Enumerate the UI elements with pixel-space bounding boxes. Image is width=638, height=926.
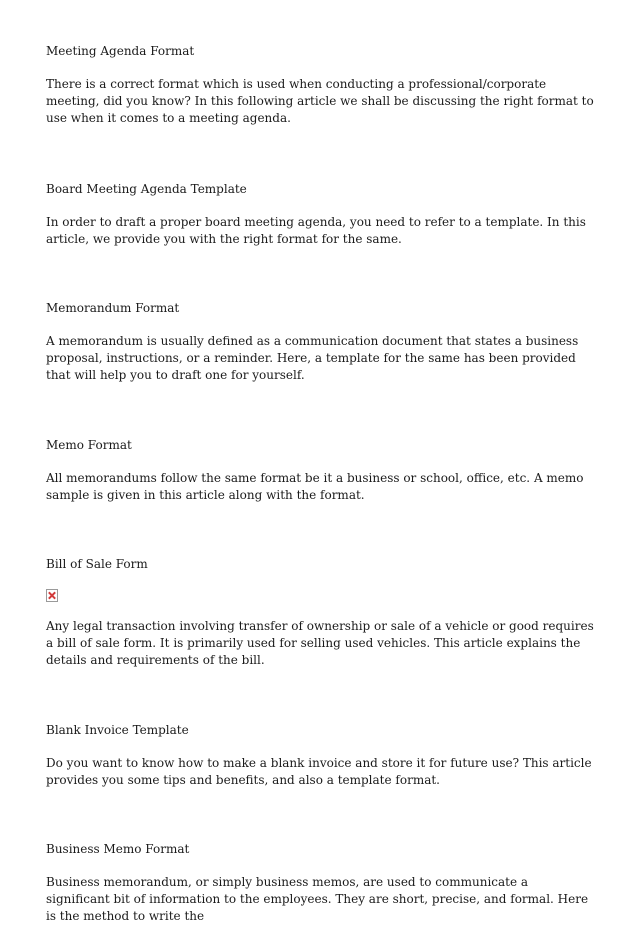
article-description: All memorandums follow the same format be it a business or school, office, etc. A memo sample is given in this article along with the format. xyxy=(46,470,584,502)
article-board-meeting-agenda-template xyxy=(46,181,594,248)
article-bill-of-sale-form xyxy=(46,556,594,670)
spacer xyxy=(46,248,594,300)
article-title: Meeting Agenda Format xyxy=(46,44,195,58)
broken-image-icon xyxy=(46,589,58,602)
article-title: Bill of Sale Form xyxy=(46,557,148,572)
spacer xyxy=(46,504,594,556)
article-description: In order to draft a proper board meeting agenda, you need to refer to a template. In this article, we provide you with the right format for the same. xyxy=(46,214,586,246)
article-blank-invoice-template xyxy=(46,722,594,789)
spacer xyxy=(46,128,594,181)
article-description: Any legal transaction involving transfer of ownership or sale of a vehicle or good requires a bill of sale form. It is primarily used for selling used vehicles. This article explains the details and requirements of the bill. xyxy=(46,619,594,668)
spacer xyxy=(46,670,594,722)
article-description: A memorandum is usually defined as a communication document that states a business proposal, instructions, or a reminder. Here, a template for the same has been provided that will help you to draft one for yourself. xyxy=(46,334,579,383)
article-meeting-agenda-format xyxy=(46,43,594,128)
article-business-memo-format xyxy=(46,841,594,926)
article-memorandum-format xyxy=(46,300,594,385)
article-description: Business memorandum, or simply business memos, are used to communicate a significant bit of information to the employees. They are short, precise, and formal. Here is the method to write the xyxy=(46,875,589,924)
article-title: Memo Format xyxy=(46,437,132,452)
article-memo-format xyxy=(46,437,594,504)
article-description: Do you want to know how to make a blank invoice and store it for future use? This article provides you some tips and benefits, and also a template format. xyxy=(46,755,592,787)
article-title: Business Memo Format xyxy=(46,842,190,857)
article-title: Memorandum Format xyxy=(46,301,180,316)
spacer xyxy=(46,789,594,841)
spacer xyxy=(46,385,594,437)
article-title: Board Meeting Agenda Template xyxy=(46,181,247,196)
article-description: There is a correct format which is used when conducting a professional/corporate meeting, did you know? In this following article we shall be discussing the right format to use when it comes to a meeting agenda. xyxy=(46,77,594,126)
article-title: Blank Invoice Template xyxy=(46,722,189,737)
document-page xyxy=(46,43,594,926)
